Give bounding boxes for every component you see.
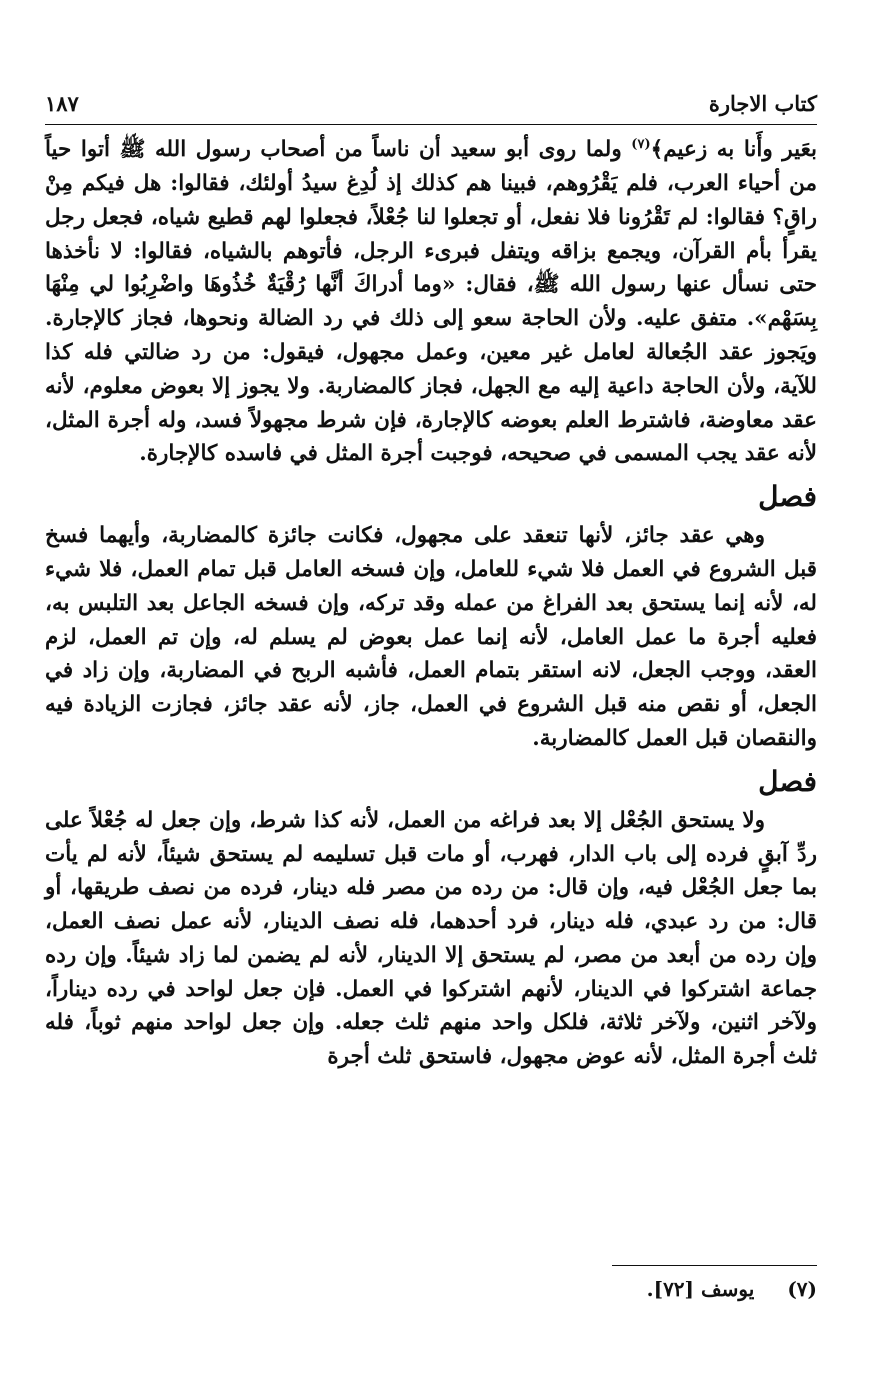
page-number: ١٨٧	[45, 90, 79, 116]
running-head	[45, 86, 817, 120]
section-heading: فصل	[758, 764, 817, 798]
section-heading: فصل	[758, 480, 817, 514]
footnote-reference: (٧)	[631, 137, 651, 152]
footnote-number: (٧)	[787, 1277, 817, 1301]
paragraph-text: ولما روى أبو سعيد أن ناساً من أصحاب رسول الله ﷺ أتوا حياً من أحياء العرب، فلم يَقْرُوهم، فبينا هم كذلك إذ لُدِغ سيدُ أولئك، فقالوا: هل فيكم مِنْ راقٍ؟ فقالوا: لم تَقْرُونا فلا نفعل، أو تجعلوا لنا جُعْلاً، فجعلوا لهم قطيع شياه، فجعل رجل يقرأ بأم القرآن، ويجمع بزاقه ويتفل فبرىء الرجل، فأتوهم بالشياه، فقالوا: لا نأخذها حتى نسأل عنها رسول الله ﷺ، فقال: «وما أدراكَ أنَّها رُقْيَةٌ خُذُوهَا واضْرِبُوا لي مِنْهَا بِسَهْم». متفق عليه. ولأن الحاجة سعو إلى ذلك في رد الضالة ونحوها، فجاز كالإجارة. ويَجوز عقد الجُعالة لعامل غير معين، وعمل مجهول، فيقول: من رد ضالتي فله كذا للآية، ولأن الحاجة داعية إليه مع الجهل، فجاز كالمضاربة. ولا يجوز إلا بعوض معلوم، لأنه عقد معاوضة، فاشترط العلم بعوضه كالإجارة، فإن شرط مجهولاً فسد، وله أجرة المثل، لأنه عقد يجب المسمى في صحيحه، فوجبت أجرة المثل في فاسده كالإجارة.	[45, 137, 817, 467]
book-title: كتاب الاجارة	[708, 90, 817, 116]
main-text	[45, 128, 817, 1074]
footnote-text: يوسف [٧٢].	[646, 1277, 755, 1301]
footnote-rule	[612, 1265, 817, 1266]
verse-quote: بعَير وأَنا به زعيم﴾	[650, 137, 817, 163]
paragraph-contract-nature: وهي عقد جائز، لأنها تنعقد على مجهول، فكانت جائزة كالمضاربة، وأيهما فسخ قبل الشروع في العمل فلا شيء للعامل، وإن فسخه العامل قبل تمام العمل، فلا شيء له، لأنه إنما يستحق بعد الفراغ من عمله وقد تركه، وإن فسخه الجاعل بعد التلبس به، فعليه أجرة ما عمل العامل، لأنه إنما عمل بعوض لم يسلم له، وإن تم العمل، لزم العقد، ووجب الجعل، لانه استقر بتمام العمل، فأشبه الربح في المضاربة، وإن زاد في الجعل، أو نقص منه قبل الشروع في العمل، جاز، لأنه عقد جائز، فجازت الزيادة فيه والنقصان قبل العمل كالمضاربة.	[45, 523, 817, 751]
paragraph-entitlement: ولا يستحق الجُعْل إلا بعد فراغه من العمل، لأنه كذا شرط، وإن جعل له جُعْلاً على ردِّ آبقٍ فرده إلى باب الدار، فهرب، أو مات قبل تسليمه لم يستحق شيئاً، لأنه لم يأت بما جعل الجُعْل فيه، وإن قال: من رده من مصر فله دينار، فرده من نصف طريقها، أو قال: من رد عبدي، فله دينار، فرد أحدهما، فله نصف الدينار، لأنه عمل نصف العمل، وإن رده من أبعد من مصر، لم يستحق إلا الدينار، لأنه لم يضمن لما زاد شيئاً. وإن رده جماعة اشتركوا في الدينار، لأنهم اشتركوا في العمل. فإن جعل لواحد في رده ديناراً، ولآخر اثنين، ولآخر ثلاثة، فلكل واحد منهم ثلث جعله. وإن جعل لواحد منهم ثوباً، فله ثلث أجرة المثل، لأنه عوض مجهول، فاستحق ثلث أجرة	[45, 807, 817, 1070]
paragraph-ju3ala	[45, 128, 817, 471]
header-rule	[45, 124, 817, 125]
footnote	[45, 1274, 817, 1304]
